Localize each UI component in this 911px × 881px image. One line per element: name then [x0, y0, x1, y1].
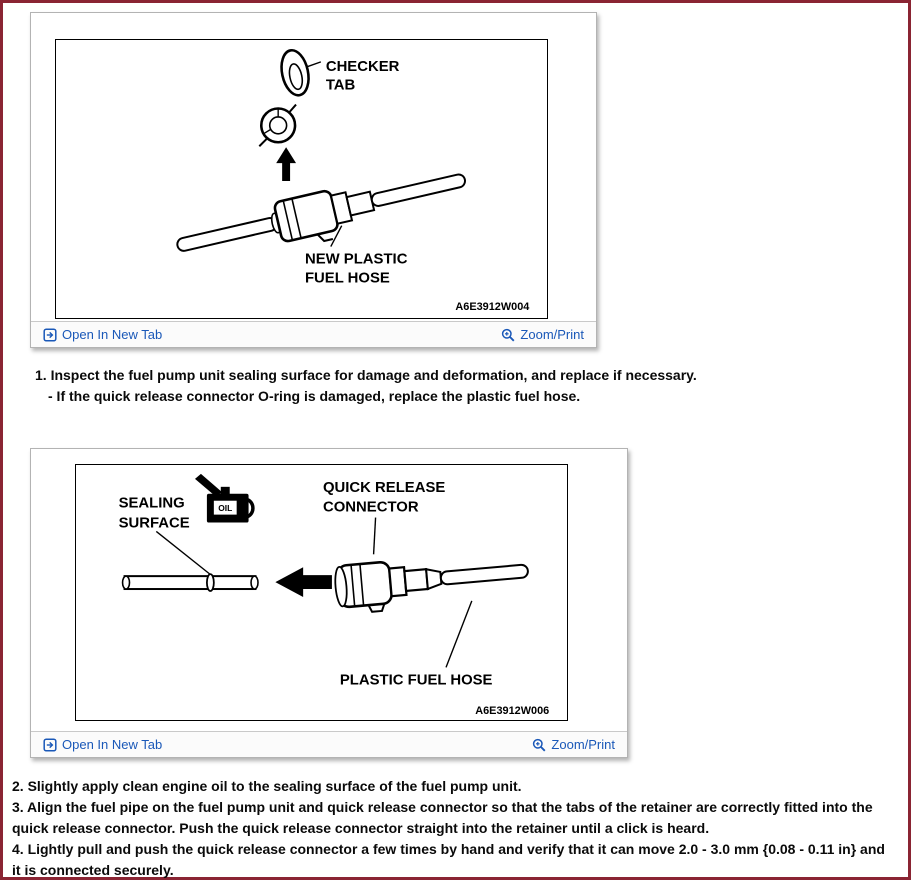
figure1-diagram — [55, 39, 548, 319]
oil-can-icon — [195, 474, 253, 523]
left-arrow — [275, 567, 332, 597]
figure-panel-2 — [30, 448, 628, 758]
figure2-open-in-new-tab-link[interactable] — [43, 737, 162, 752]
plastic-fuel-hose-label: PLASTIC FUEL HOSE — [339, 672, 493, 689]
new-plastic-fuel-hose-label-line1: NEW PLASTIC — [304, 251, 408, 268]
step-1-text: 1. Inspect the fuel pump unit sealing surface for damage and deformation, and replace if necessary. — [35, 367, 697, 383]
zoom-print-icon — [501, 328, 515, 342]
figure2-drawing — [76, 465, 567, 720]
checker-tab-label-line1: CHECKER — [325, 58, 400, 75]
open-in-new-tab-icon — [43, 328, 57, 342]
retainer-drawing — [259, 105, 296, 147]
plastic-hose-leader — [446, 601, 472, 667]
step-3-text: 3. Align the fuel pipe on the fuel pump unit and quick release connector so that the tabs of the retainer are correctly fitted into the quick release connector. Push the quick release connector straight into the retainer until a click is heard. — [12, 799, 873, 836]
figure2-toolbar — [31, 731, 627, 757]
zoom-print-label: Zoom/Print — [520, 327, 584, 342]
open-in-new-tab-icon — [43, 738, 57, 752]
checker-tab-leader — [307, 62, 321, 67]
sealing-surface-label-line1: SEALING — [118, 495, 185, 512]
open-in-new-tab-label: Open In New Tab — [62, 737, 163, 752]
open-in-new-tab-label: Open In New Tab — [62, 327, 163, 342]
figure2-code: A6E3912W006 — [475, 705, 550, 718]
figure1-open-in-new-tab-link[interactable] — [43, 327, 162, 342]
fuel-pipe-drawing — [123, 574, 258, 591]
step-2-text: 2. Slightly apply clean engine oil to the sealing surface of the fuel pump unit. — [12, 778, 522, 794]
up-arrow — [276, 147, 296, 181]
instructions-block-1 — [35, 365, 887, 407]
step-4-text: 4. Lightly pull and push the quick release connector a few times by hand and verify that it can move 2.0 - 3.0 mm {0.08 - 0.11 in} and it is connected securely. — [12, 841, 885, 878]
figure1-zoom-print-link[interactable] — [501, 327, 584, 342]
oil-can-label: OIL — [218, 503, 233, 514]
sealing-surface-leader — [156, 531, 210, 574]
quick-release-label-line2: CONNECTOR — [322, 499, 419, 516]
figure-panel-1 — [30, 12, 597, 348]
figure1-code: A6E3912W004 — [455, 301, 530, 314]
figure1-toolbar — [31, 321, 596, 347]
figure2-diagram — [75, 464, 568, 721]
instructions-block-2 — [12, 776, 890, 881]
checker-tab-label-line2: TAB — [325, 77, 356, 94]
figure1-drawing — [56, 40, 547, 318]
step-1-sub-text: - If the quick release connector O-ring is damaged, replace the plastic fuel hose. — [48, 388, 581, 404]
figure2-zoom-print-link[interactable] — [532, 737, 615, 752]
quick-release-label-line1: QUICK RELEASE — [322, 479, 446, 496]
quick-release-leader — [374, 518, 376, 555]
new-plastic-fuel-hose-label-line2: FUEL HOSE — [304, 270, 390, 287]
quick-release-connector-drawing — [334, 550, 530, 615]
zoom-print-label: Zoom/Print — [551, 737, 615, 752]
checker-tab-drawing — [278, 48, 313, 98]
zoom-print-icon — [532, 738, 546, 752]
sealing-surface-label-line2: SURFACE — [118, 515, 190, 532]
